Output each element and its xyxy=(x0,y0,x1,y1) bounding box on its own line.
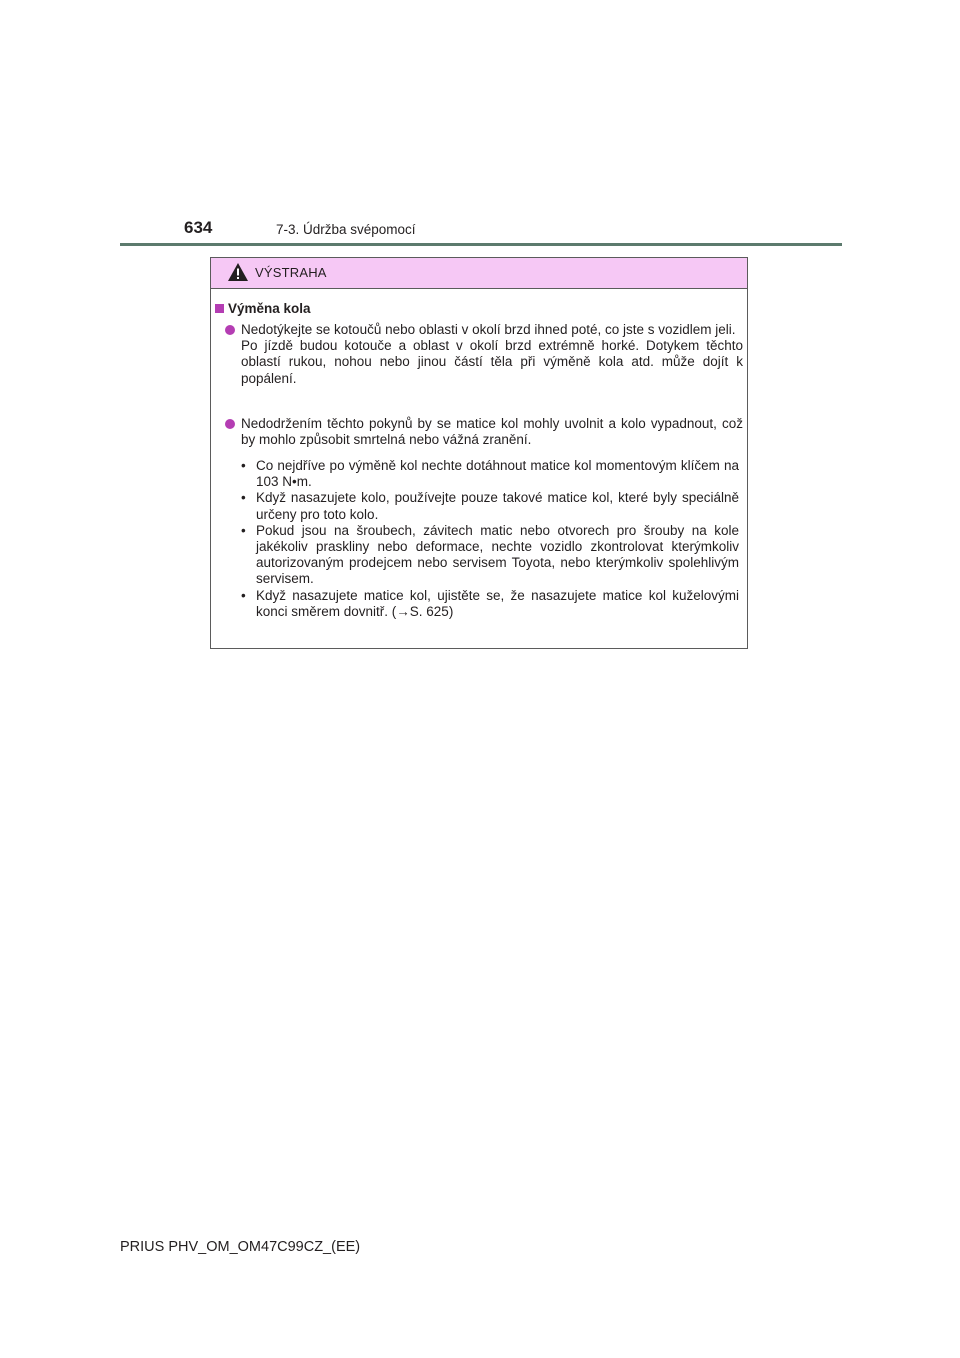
warning-header xyxy=(211,258,747,289)
list-item xyxy=(224,416,743,448)
subsection-heading xyxy=(215,301,311,317)
page-header xyxy=(120,216,842,246)
warning-box xyxy=(210,257,748,649)
bullet-text: Nedotýkejte se kotoučů nebo oblasti v okolí brzd ihned poté, co jste s vozidlem jeli. xyxy=(241,322,736,337)
list-item xyxy=(224,322,743,387)
square-bullet-icon xyxy=(215,304,224,313)
sub-list-item xyxy=(241,523,739,588)
round-bullet-icon xyxy=(225,419,235,429)
page-number: 634 xyxy=(184,218,213,237)
sub-bullet-marker: • xyxy=(241,458,246,473)
sub-item-text: Pokud jsou na šroubech, závitech matic nebo otvorech pro šrouby na kole jakékoliv praskliny nebo deformace, nechte vozidlo zkontrolovat kterýmkoliv autorizovaným prodejcem nebo servisem Toyota, nebo kterýmkoliv spolehlivým servisem. xyxy=(256,522,739,587)
sub-item-text: Co nejdříve po výměně kol nechte dotáhnout matice kol momentovým klíčem na 103 N•m. xyxy=(256,458,739,490)
sub-item-text: Když nasazujete kolo, používejte pouze takové matice kol, které byly speciálně určeny pro toto kolo. xyxy=(256,490,739,522)
sub-bullet-marker: • xyxy=(241,522,246,538)
sub-list-item xyxy=(241,458,739,490)
bullet-text: Nedodržením těchto pokynů by se matice kol mohly uvolnit a kolo vypadnout, což by mohlo způsobit smrtelná nebo vážná zranění. xyxy=(241,416,743,448)
warning-title: VÝSTRAHA xyxy=(255,265,327,280)
round-bullet-icon xyxy=(225,325,235,335)
section-title: 7-3. Údržba svépomocí xyxy=(276,222,416,237)
sub-list-item xyxy=(241,588,739,620)
sub-bullet-marker: • xyxy=(241,490,246,506)
subsection-heading-text: Výměna kola xyxy=(228,301,311,316)
warning-triangle-icon xyxy=(227,262,249,282)
document-code: PRIUS PHV_OM_OM47C99CZ_(EE) xyxy=(120,1239,361,1255)
sub-list xyxy=(241,458,739,620)
header-rule xyxy=(120,243,842,246)
sub-bullet-marker: • xyxy=(241,587,246,603)
sub-list-item xyxy=(241,490,739,522)
sub-item-text: Když nasazujete matice kol, ujistěte se, že nasazujete matice kol kuželovými konci směrem dovnitř. (→S. 625) xyxy=(256,587,739,619)
bullet-continuation: Po jízdě budou kotouče a oblast v okolí brzd extrémně horké. Dotykem těchto oblastí rukou, nohou nebo jinou částí těla při výměně kola atd. může dojít k popálení. xyxy=(241,338,743,386)
